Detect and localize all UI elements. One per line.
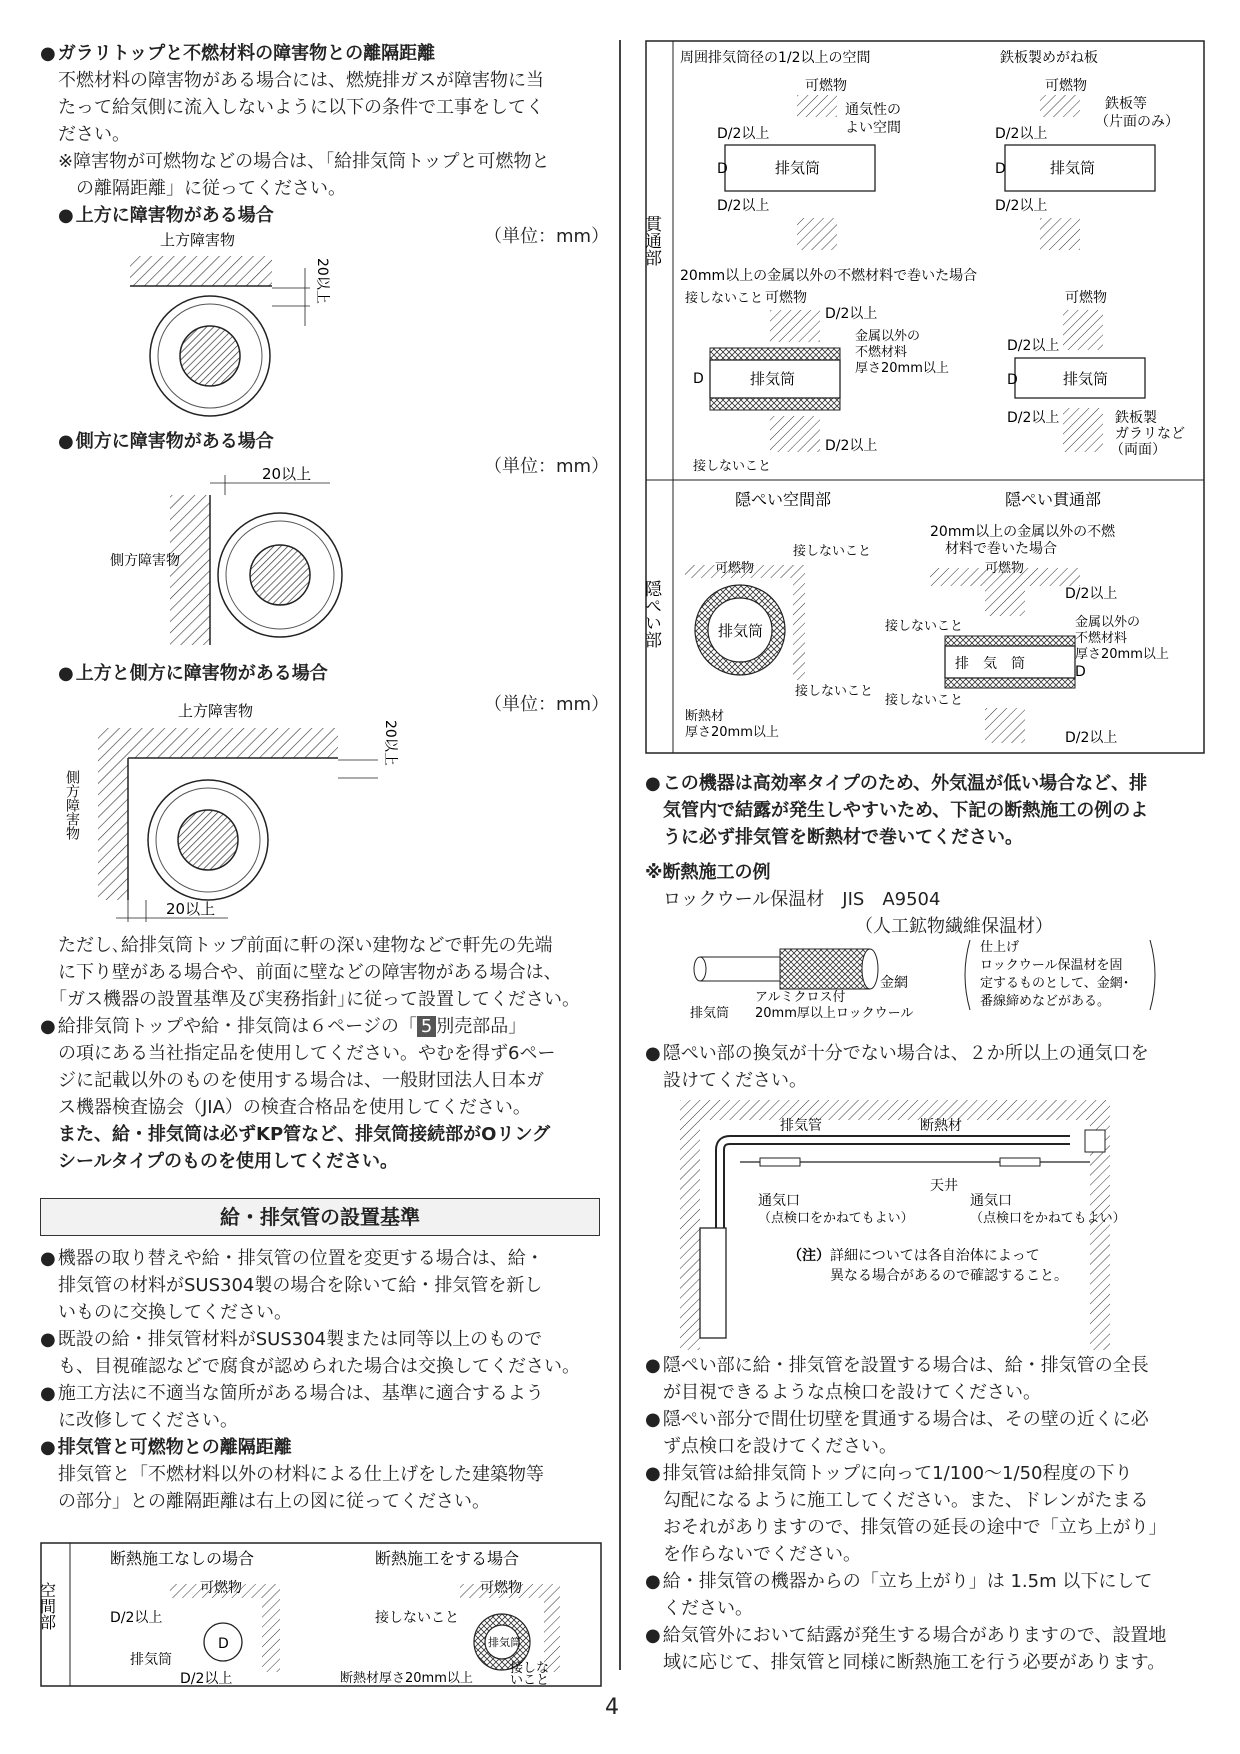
case-side-heading: ● 側方に障害物がある場合 (58, 428, 274, 455)
svg-text:排気筒: 排気筒 (775, 159, 821, 177)
svg-text:いこと: いこと (510, 1673, 550, 1688)
clearance-label: 20以上 (382, 720, 398, 766)
svg-text:厚さ20mm以上: 厚さ20mm以上 (1075, 647, 1169, 662)
row-label-concealed: 隠ぺい部 (641, 580, 661, 648)
svg-text:20mm以上の金属以外の不燃: 20mm以上の金属以外の不燃 (930, 524, 1116, 540)
svg-text:（点検口をかねてもよい）: （点検口をかねてもよい） (758, 1211, 914, 1226)
svg-text:接しないこと: 接しないこと (693, 459, 772, 474)
svg-text:D/2以上: D/2以上 (180, 1671, 233, 1687)
figure-both-obstacle (64, 700, 408, 930)
svg-text:20mm以上の金属以外の不燃材料で巻いた場合: 20mm以上の金属以外の不燃材料で巻いた場合 (680, 268, 978, 284)
svg-text:接しないこと: 接しないこと (793, 544, 872, 559)
page-number: 4 (605, 1695, 619, 1720)
svg-text:可燃物: 可燃物 (765, 290, 807, 306)
svg-text:接しないこと: 接しないこと (885, 693, 964, 708)
svg-text:排気筒: 排気筒 (690, 1006, 730, 1021)
svg-text:金属以外の: 金属以外の (855, 329, 921, 344)
svg-text:断熱材: 断熱材 (920, 1118, 962, 1134)
svg-text:D: D (693, 371, 704, 387)
svg-text:ガラリなど: ガラリなど (1115, 426, 1185, 442)
top-obstacle-label: 上方障害物 (178, 702, 254, 720)
case-top-heading: ● 上方に障害物がある場合 (58, 202, 600, 229)
insulation-example-figure (680, 935, 1200, 1025)
svg-text:排気筒: 排気筒 (1063, 370, 1109, 388)
svg-text:（点検口をかねてもよい）: （点検口をかねてもよい） (970, 1211, 1126, 1226)
svg-text:D/2以上: D/2以上 (1065, 730, 1118, 746)
svg-text:鉄板製めがね板: 鉄板製めがね板 (1000, 50, 1098, 66)
unit-label: （単位：mm） (484, 694, 610, 715)
svg-text:排気筒: 排気筒 (130, 1652, 172, 1668)
svg-text:D/2以上: D/2以上 (1007, 338, 1060, 354)
vent-figure (680, 1100, 1150, 1350)
svg-text:D: D (995, 161, 1006, 177)
svg-text:D: D (717, 161, 728, 177)
notes-block: ただし､給排気筒トップ前面に軒の深い建物などで軒先の先端 に下り壁がある場合や、前面に壁などの障害物がある場合は、 ｢ガス機器の設置基準及び実務指針｣に従って設置してください。 (58, 935, 580, 1010)
svg-text:接しないこと: 接しないこと (885, 619, 964, 634)
svg-text:よい空間: よい空間 (845, 120, 901, 136)
svg-text:通気口: 通気口 (970, 1193, 1012, 1209)
svg-text:排気筒: 排気筒 (718, 622, 764, 640)
svg-text:D/2以上: D/2以上 (717, 126, 770, 142)
top-obstacle-label: 上方障害物 (160, 231, 236, 249)
case-both-heading: ● 上方と側方に障害物がある場合 (58, 660, 328, 687)
section-title: ● ガラリトップと不燃材料の障害物との離隔距離 (40, 40, 600, 67)
svg-text:D/2以上: D/2以上 (1007, 410, 1060, 426)
svg-text:異なる場合があるので確認すること。: 異なる場合があるので確認すること。 (830, 1268, 1068, 1284)
svg-text:隠ぺい空間部: 隠ぺい空間部 (735, 490, 832, 509)
svg-text:断熱材: 断熱材 (685, 709, 725, 724)
svg-text:D: D (1007, 372, 1018, 388)
svg-text:金網: 金網 (880, 975, 908, 991)
side-clearance-label: 20以上 (166, 900, 216, 918)
svg-text:不燃材料: 不燃材料 (1075, 631, 1128, 646)
svg-text:D/2以上: D/2以上 (825, 306, 878, 322)
unit-label: （単位：mm） (484, 226, 610, 247)
svg-text:可燃物: 可燃物 (480, 1580, 522, 1596)
svg-text:接しないこと: 接しないこと (375, 1610, 459, 1626)
svg-text:可燃物: 可燃物 (985, 561, 1025, 576)
svg-text:接しな: 接しな (510, 1661, 550, 1676)
svg-text:隠ぺい貫通部: 隠ぺい貫通部 (1005, 490, 1102, 509)
svg-text:D/2以上: D/2以上 (717, 198, 770, 214)
svg-text:D/2以上: D/2以上 (110, 1610, 163, 1626)
svg-text:金属以外の: 金属以外の (1075, 615, 1141, 630)
svg-text:D/2以上: D/2以上 (995, 198, 1048, 214)
install-standard-list: ● 機器の取り替えや給・排気管の位置を変更する場合は、給・ 排気管の材料がSUS304製の場合を除いて給・排気管を新し いものに交換してください。 ● 既設の給・排気管材料がSUS304製または同等以上のもので も、目視確認などで腐食が認められた場合は交換してください。 ● 施工方法に不適当な箇所がある場合は、基準に適合するよう に改修してください。 ● 排気管と可燃物との離隔距離 排気管と「不燃材料以外の材料による仕上げをした建築物等 の部分」との離隔距離は右上の図に従ってください。 (40, 1245, 600, 1515)
svg-text:可燃物: 可燃物 (1065, 290, 1107, 306)
svg-text:厚さ20mm以上: 厚さ20mm以上 (685, 725, 779, 740)
space-clearance-table (37, 1542, 602, 1688)
svg-text:D/2以上: D/2以上 (1065, 586, 1118, 602)
svg-text:鉄板製: 鉄板製 (1115, 410, 1157, 426)
svg-text:D: D (1075, 664, 1086, 680)
parts-note: ● 給排気筒トップや給・排気筒は６ページの「 5 別売部品」 の項にある当社指定品を使用してください。やむを得ず6ペー ジに記載以外のものを使用する場合は、一般財団法人日本ガ ス機器検査協会（JIA）の検査合格品を使用してください。 また、給・排気筒は必ずKP管など、排気筒接続部がOリング シールタイプのものを使用してください。 (40, 1013, 600, 1175)
svg-text:排気筒: 排気筒 (1050, 159, 1096, 177)
svg-text:D/2以上: D/2以上 (825, 438, 878, 454)
svg-text:排気筒: 排気筒 (750, 370, 796, 388)
svg-text:鉄板等: 鉄板等 (1105, 96, 1147, 112)
svg-text:D/2以上: D/2以上 (995, 126, 1048, 142)
side-obstacle-label: 側方障害物 (64, 770, 80, 840)
svg-text:通気性の: 通気性の (845, 102, 901, 118)
side-obstacle-label: 側方障害物 (110, 553, 180, 569)
svg-text:仕上げ: 仕上げ (980, 940, 1020, 955)
svg-text:接しないこと: 接しないこと (685, 291, 764, 306)
side-clearance-label: 20以上 (262, 465, 312, 483)
svg-text:ロックウール保温材を固: ロックウール保温材を固 (980, 958, 1123, 973)
svg-text:定するものとして、金網･: 定するものとして、金網･ (980, 976, 1130, 991)
table-row-label: 空間部 (37, 1582, 57, 1630)
condensation-warning: ● この機器は高効率タイプのため、外気温が低い場合など、排 気管内で結露が発生しやすいため、下記の断熱施工の例のよ うに必ず排気管を断熱材で巻いてください。 ※断熱施工の例 ロックウール保温材 JIS A9504 （人工鉱物繊維保温材） (645, 770, 1205, 940)
svg-text:断熱材厚さ20mm以上: 断熱材厚さ20mm以上 (340, 1671, 473, 1686)
vent-note: ● 隠ぺい部の換気が十分でない場合は、２か所以上の通気口を 設けてください。 (645, 1040, 1205, 1094)
svg-text:可燃物: 可燃物 (200, 1580, 242, 1596)
svg-text:可燃物: 可燃物 (805, 78, 847, 94)
svg-text:詳細については各自治体によって: 詳細については各自治体によって (830, 1248, 1040, 1264)
svg-text:厚さ20mm以上: 厚さ20mm以上 (855, 361, 949, 376)
svg-text:（両面）: （両面） (1110, 442, 1166, 458)
section-heading-install-standard: 給・排気管の設置基準 (40, 1198, 600, 1236)
svg-text:（片面のみ）: （片面のみ） (1095, 114, 1179, 130)
clearance-label: 20以上 (314, 258, 330, 304)
svg-text:D: D (218, 1636, 229, 1652)
svg-text:排気筒: 排気筒 (488, 1636, 521, 1649)
svg-text:（注）: （注） (788, 1248, 830, 1264)
svg-text:番線締めなどがある。: 番線締めなどがある。 (980, 994, 1111, 1009)
svg-text:可燃物: 可燃物 (1045, 78, 1087, 94)
svg-text:不燃材料: 不燃材料 (855, 345, 908, 360)
left-column (40, 40, 600, 229)
exhaust-clearance-table (641, 40, 1205, 755)
svg-text:排 気 筒: 排 気 筒 (955, 656, 1025, 672)
svg-text:可燃物: 可燃物 (715, 561, 755, 576)
svg-text:材料で巻いた場合: 材料で巻いた場合 (945, 541, 1057, 557)
svg-text:天井: 天井 (930, 1178, 958, 1194)
table-col-no-insulation: 断熱施工なしの場合 (110, 1549, 255, 1568)
svg-text:通気口: 通気口 (758, 1193, 800, 1209)
figure-side-obstacle (100, 465, 400, 655)
figure-top-obstacle (100, 228, 340, 428)
svg-text:アルミクロス付: アルミクロス付 (755, 990, 846, 1005)
column-divider (619, 40, 621, 1670)
table-col-with-insulation: 断熱施工をする場合 (375, 1549, 520, 1568)
svg-text:20mm厚以上ロックウール: 20mm厚以上ロックウール (755, 1006, 914, 1021)
unit-label: （単位：mm） (484, 456, 610, 477)
concealed-notes: ● 隠ぺい部に給・排気管を設置する場合は、給・排気管の全長 が目視できるような点検口を設けてください。 ● 隠ぺい部分で間仕切壁を貫通する場合は、その壁の近くに必 ず点検口を設けてください。 ● 排気管は給排気筒トップに向って1/100～1/50程度の下り 勾配になるように施工してください。また、ドレンがたまる おそれがありますので、排気管の延長の途中で「立ち上がり」 を作らないでください。 ● 給・排気管の機器からの「立ち上がり」は 1.5m 以下にして ください。 ● 給気管外において結露が発生する場合がありますので、設置地 域に応じて、排気管と同様に断熱施工を行う必要があります。 (645, 1352, 1205, 1676)
section-intro: 不燃材料の障害物がある場合には、燃焼排ガスが障害物に当 たって給気側に流入しないように以下の条件で工事をしてく ださい。 ※障害物が可燃物などの場合は、「給排気筒トップと可燃物と の離隔距離」に従ってください。 ● 上方に障害物がある場合 (40, 67, 600, 229)
row-label-penetration: 貫通部 (641, 215, 661, 266)
svg-text:排気管: 排気管 (780, 1118, 822, 1134)
svg-text:接しないこと: 接しないこと (795, 684, 874, 699)
svg-text:周囲排気筒径の1/2以上の空間: 周囲排気筒径の1/2以上の空間 (680, 50, 871, 66)
